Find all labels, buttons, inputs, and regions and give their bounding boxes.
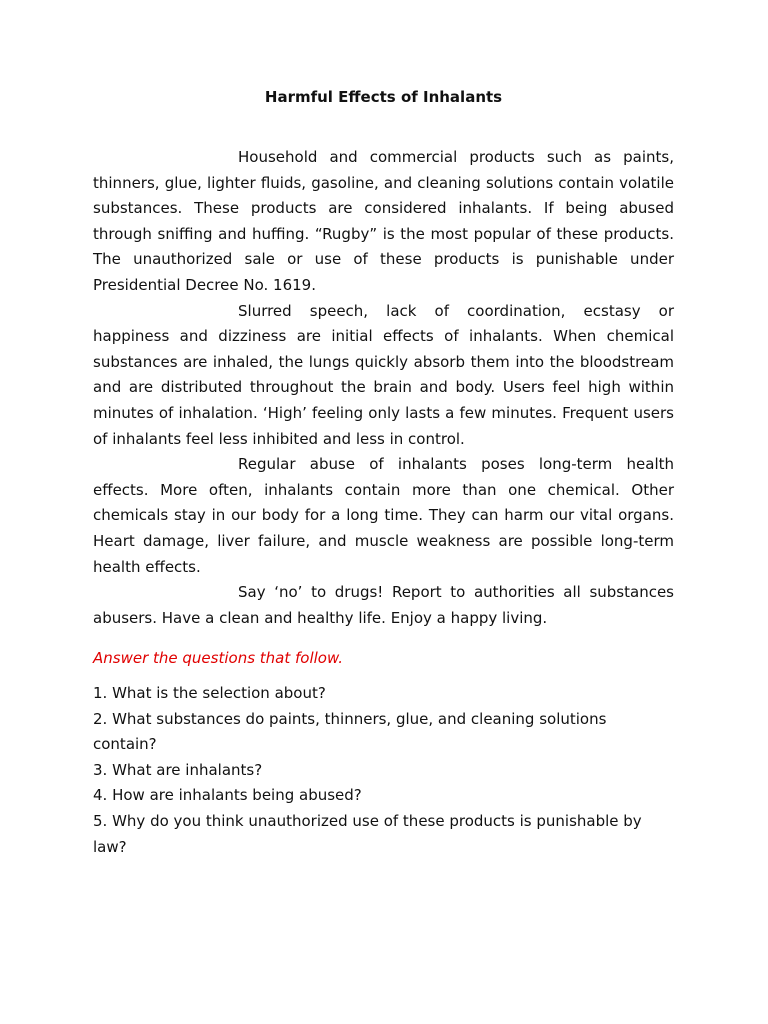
question-item-3: 3. What are inhalants? xyxy=(93,760,263,779)
question-item-1: 1. What is the selection about? xyxy=(93,684,326,702)
paragraph-4: Say ‘no’ to drugs! Report to authorities all substances abusers. Have a clean and healthy life. Enjoy a happy living. xyxy=(93,583,674,627)
paragraph-3: Regular abuse of inhalants poses long-term health effects. More often, inhalants contain more than one chemical. Other chemicals stay in our body for a long time. They can harm our vital organs. Heart damage, liver failure, and muscle weakness are possible long-term health effects. xyxy=(93,455,674,576)
questions-instruction: Answer the questions that follow. xyxy=(93,649,344,667)
selection-body xyxy=(93,145,674,631)
question-item-2: 2. What substances do paints, thinners, glue, and cleaning solutions contain? xyxy=(93,709,607,754)
paragraph-2: Slurred speech, lack of coordination, ecstasy or happiness and dizziness are initial effects of inhalants. When chemical substances are inhaled, the lungs quickly absorb them into the bloodstream and are distributed throughout the brain and body. Users feel high within minutes of inhalation. ‘High’ feeling only lasts a few minutes. Frequent users of inhalants feel less inhibited and less in control. xyxy=(93,301,674,448)
document-title: Harmful Effects of Inhalants xyxy=(264,88,503,106)
question-list xyxy=(93,681,674,860)
question-item-5: 5. Why do you think unauthorized use of these products is punishable by law? xyxy=(93,811,642,856)
question-item-4: 4. How are inhalants being abused? xyxy=(93,786,362,805)
paragraph-1: Household and commercial products such as paints, thinners, glue, lighter fluids, gasoline, and cleaning solutions contain volatile substances. These products are considered inhalants. If being abused through sniffing and huffing. “Rugby” is the most popular of these products. The unauthorized sale or use of these products is punishable under Presidential Decree No. 1619. xyxy=(93,148,674,294)
